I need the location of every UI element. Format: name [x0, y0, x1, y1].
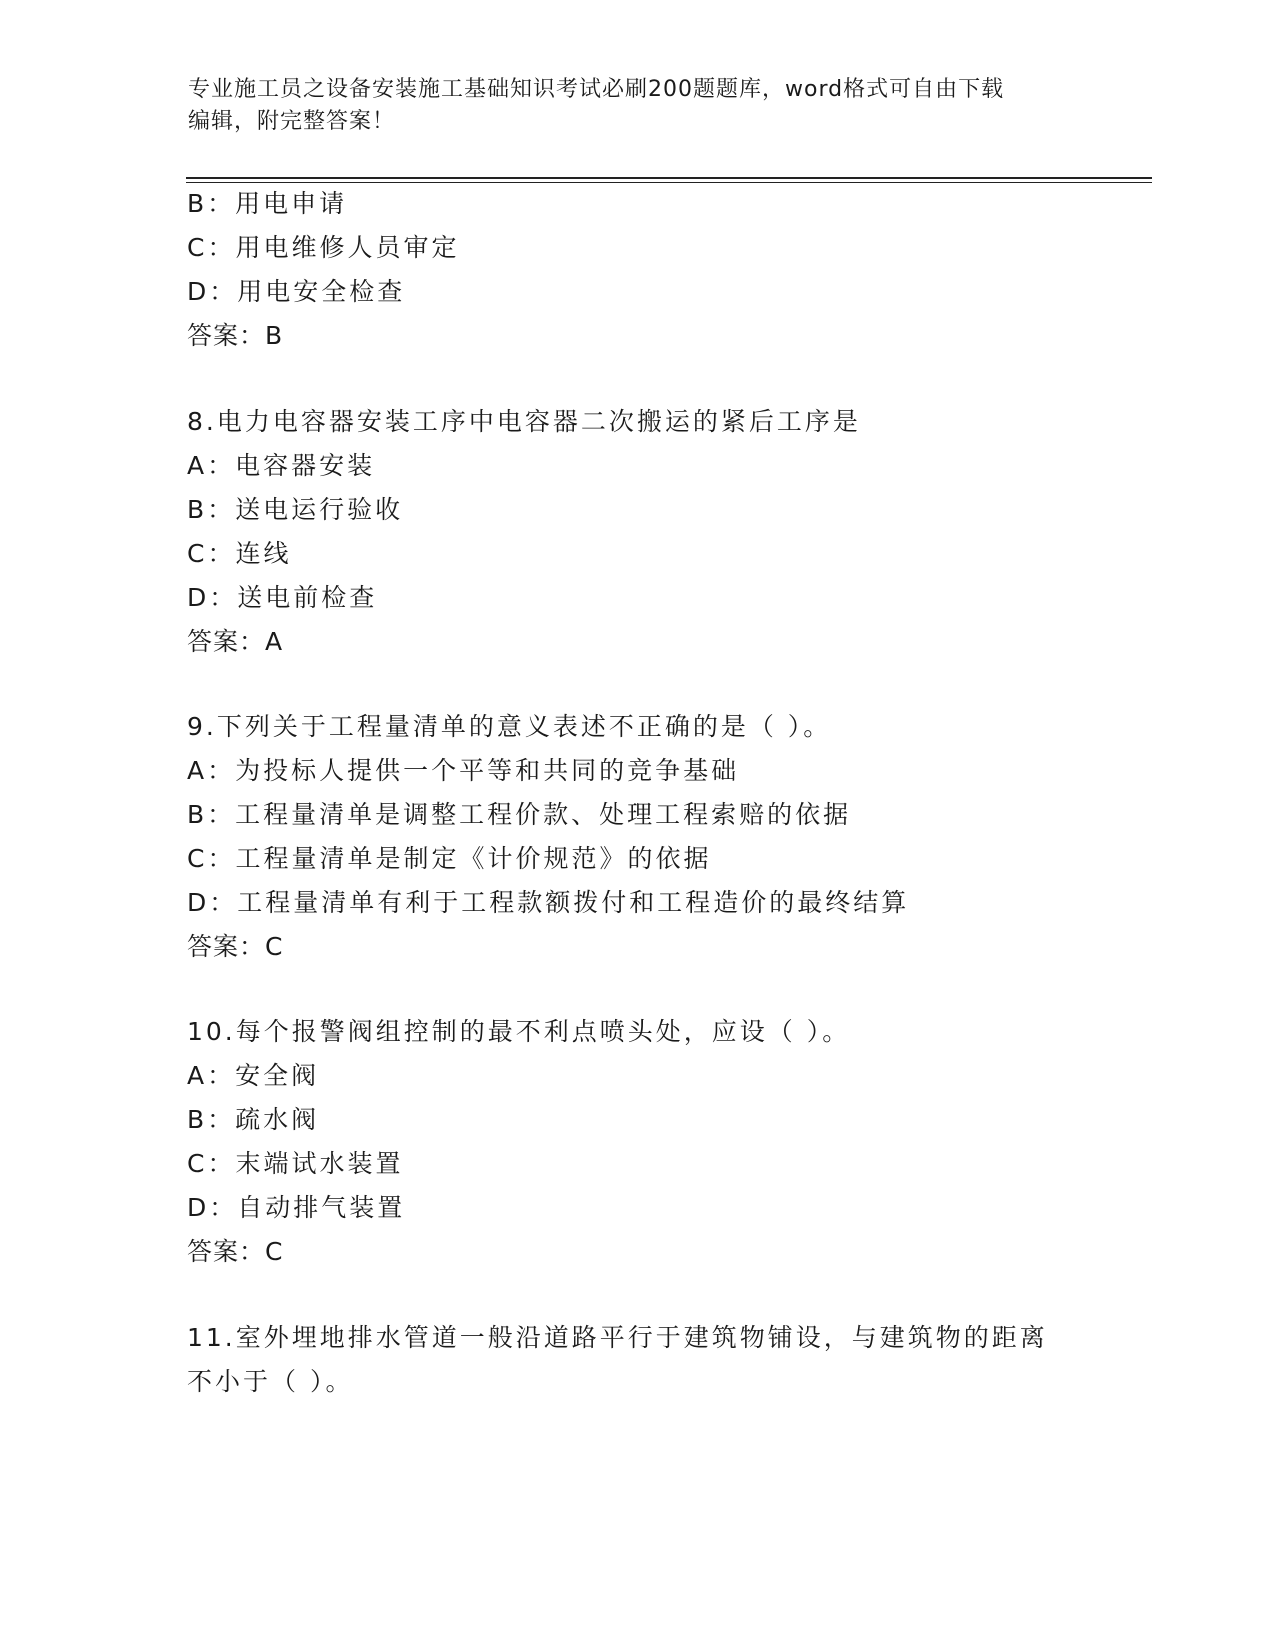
- q10-option-b: B：疏水阀: [187, 1105, 320, 1134]
- q10-option-c: C：末端试水装置: [187, 1149, 404, 1178]
- header-divider-thick: [186, 177, 1152, 179]
- q7-option-c: C：用电维修人员审定: [187, 233, 460, 262]
- q8-option-b: B：送电运行验收: [187, 495, 404, 524]
- q11-question-line-2: 不小于（ ）。: [187, 1367, 354, 1396]
- header-line-1: 专业施工员之设备安装施工基础知识考试必刷200题题库，word格式可自由下载: [188, 77, 1005, 102]
- q7-answer: 答案：B: [187, 321, 284, 350]
- q10-answer: 答案：C: [187, 1237, 284, 1266]
- q9-option-a: A：为投标人提供一个平等和共同的竞争基础: [187, 756, 740, 785]
- q8-option-c: C：连线: [187, 539, 292, 568]
- header-line-2: 编辑，附完整答案！: [188, 109, 396, 134]
- document-header: [188, 74, 1068, 138]
- q7-option-d: D：用电安全检查: [187, 277, 406, 306]
- q7-option-b: B：用电申请: [187, 189, 348, 218]
- q9-answer: 答案：C: [187, 932, 284, 961]
- q10-option-a: A：安全阀: [187, 1061, 320, 1090]
- header-divider-thin: [186, 182, 1152, 183]
- q11-question-line-1: 11.室外埋地排水管道一般沿道路平行于建筑物铺设，与建筑物的距离: [187, 1323, 1048, 1352]
- q8-option-d: D：送电前检查: [187, 583, 378, 612]
- q9-option-c: C：工程量清单是制定《计价规范》的依据: [187, 844, 712, 873]
- q10-question: 10.每个报警阀组控制的最不利点喷头处，应设（ ）。: [187, 1017, 851, 1046]
- q8-option-a: A：电容器安装: [187, 451, 376, 480]
- q9-option-b: B：工程量清单是调整工程价款、处理工程索赔的依据: [187, 800, 852, 829]
- q8-answer: 答案：A: [187, 627, 284, 656]
- q9-option-d: D：工程量清单有利于工程款额拨付和工程造价的最终结算: [187, 888, 910, 917]
- q8-question: 8.电力电容器安装工序中电容器二次搬运的紧后工序是: [187, 407, 861, 436]
- q10-option-d: D：自动排气装置: [187, 1193, 406, 1222]
- q9-question: 9.下列关于工程量清单的意义表述不正确的是（ ）。: [187, 712, 832, 741]
